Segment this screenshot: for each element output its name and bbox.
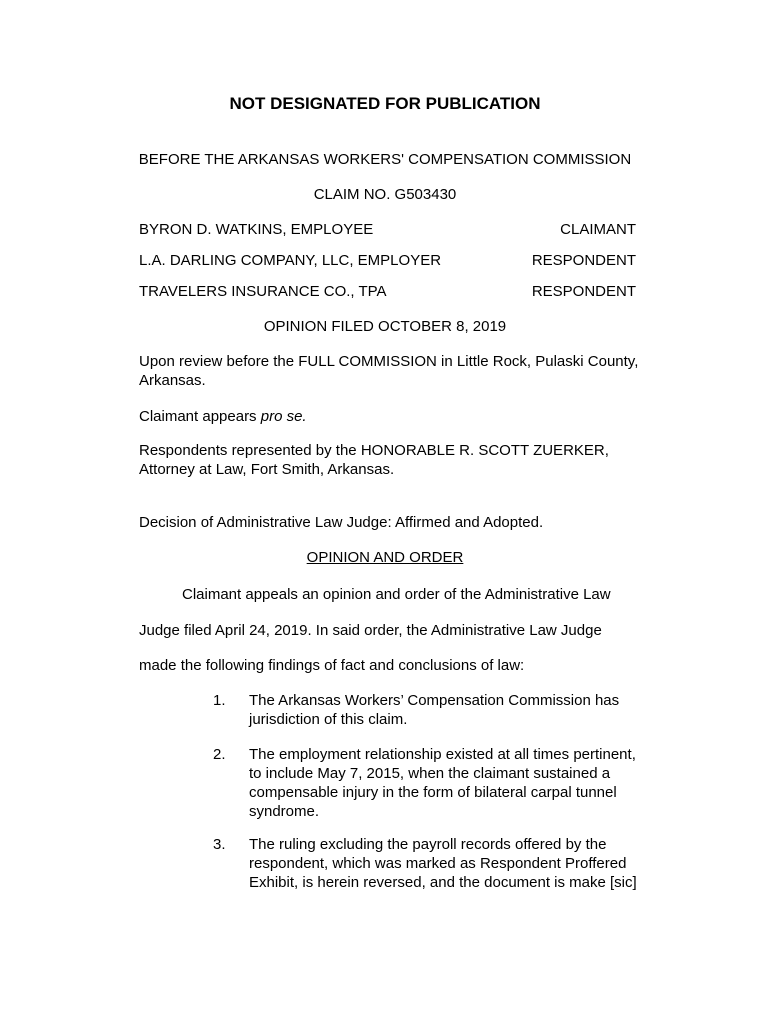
party-name-employer: L.A. DARLING COMPANY, LLC, EMPLOYER	[139, 252, 442, 269]
respondents-representation: Respondents represented by the HONORABLE R. SCOTT ZUERKER, Attorney at Law, Fort Smith, Arkansas.	[139, 442, 609, 478]
alj-decision: Decision of Administrative Law Judge: Affirmed and Adopted.	[139, 514, 544, 531]
pro-se-text: pro se.	[260, 408, 307, 425]
body-line-2: Judge filed April 24, 2019. In said order, the Administrative Law Judge	[139, 622, 602, 639]
finding-text: The ruling excluding the payroll records offered by the respondent, which was marked as Respondent Proffered Exhibit, is herein reversed, and the document is make [sic]	[249, 836, 637, 891]
commission-heading: BEFORE THE ARKANSAS WORKERS' COMPENSATION COMMISSION	[138, 151, 632, 168]
claim-number: CLAIM NO. G503430	[313, 186, 457, 203]
party-role-carrier: RESPONDENT	[531, 283, 636, 300]
opinion-filed-date: OPINION FILED OCTOBER 8, 2019	[263, 318, 507, 335]
opinion-and-order-heading: OPINION AND ORDER	[306, 549, 464, 566]
claimant-appearance-text: Claimant appears	[139, 408, 261, 425]
body-line-3: made the following findings of fact and conclusions of law:	[139, 657, 525, 674]
finding-number: 1.	[213, 692, 226, 709]
finding-text: The Arkansas Workers’ Compensation Commission has jurisdiction of this claim.	[249, 692, 620, 728]
party-name-carrier: TRAVELERS INSURANCE CO., TPA	[139, 283, 387, 300]
publication-status-title: NOT DESIGNATED FOR PUBLICATION	[229, 94, 541, 113]
finding-text: The employment relationship existed at all times pertinent, to include May 7, 2015, when the claimant sustained a compensable injury in the form of bilateral carpal tunnel syndrome.	[249, 746, 636, 820]
finding-number: 3.	[213, 836, 226, 853]
party-name-claimant: BYRON D. WATKINS, EMPLOYEE	[139, 221, 374, 238]
party-role-claimant: CLAIMANT	[560, 221, 636, 238]
finding-number: 2.	[213, 746, 226, 763]
claimant-appearance	[139, 407, 659, 426]
body-line-1: Claimant appeals an opinion and order of the Administrative Law	[182, 586, 611, 603]
review-paragraph: Upon review before the FULL COMMISSION in Little Rock, Pulaski County, Arkansas.	[139, 353, 639, 389]
party-role-employer: RESPONDENT	[531, 252, 636, 269]
